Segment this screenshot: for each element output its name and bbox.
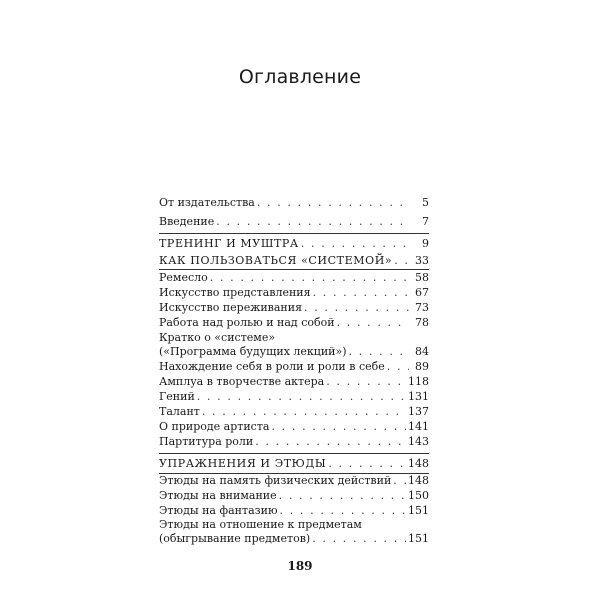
toc-entry-title: Работа над ролью и над собой — [159, 316, 335, 329]
toc-entry — [159, 420, 429, 434]
toc-entry-page: 89 — [415, 360, 429, 373]
section-divider — [159, 453, 429, 454]
dot-leader — [394, 254, 409, 268]
toc-entry — [159, 474, 429, 488]
section-divider — [159, 269, 429, 270]
toc-entry-title: Введение — [159, 215, 215, 228]
toc-entry-page: 84 — [415, 345, 429, 358]
dot-leader — [301, 237, 409, 251]
toc-entry — [159, 331, 429, 345]
dot-leader — [337, 316, 409, 330]
toc-entry-page: 118 — [408, 375, 429, 388]
dot-leader — [210, 271, 409, 285]
toc-entry-title: УПРАЖНЕНИЯ И ЭТЮДЫ — [159, 457, 327, 470]
dot-leader — [271, 420, 406, 434]
toc-entry — [159, 375, 429, 389]
toc-entry-page: 7 — [422, 215, 429, 228]
toc-entry-title: КАК ПОЛЬЗОВАТЬСЯ «СИСТЕМОЙ» — [159, 254, 393, 267]
toc-entry-page: 137 — [408, 405, 429, 418]
toc-entry-title: От издательства — [159, 196, 255, 209]
toc-entry — [159, 405, 429, 419]
toc-entry-title: Ремесло — [159, 271, 208, 284]
toc-entry-page: 151 — [408, 532, 429, 545]
toc-entry-page: 5 — [422, 196, 429, 209]
dot-leader — [387, 360, 409, 374]
dot-leader — [280, 504, 406, 518]
dot-leader — [349, 345, 409, 359]
toc-entry-page: 78 — [415, 316, 429, 329]
toc-entry-title: Искусство переживания — [159, 301, 303, 314]
toc-section-entry — [159, 457, 429, 471]
toc-entry — [159, 301, 429, 315]
toc-entry-page: 9 — [422, 237, 429, 250]
toc-entry — [159, 215, 429, 229]
toc-entry-title: Этюды на отношение к предметам — [159, 518, 362, 531]
toc-entry-title: Этюды на внимание — [159, 489, 277, 502]
toc-entry — [159, 196, 429, 210]
toc-entry-page: 148 — [408, 457, 429, 470]
toc-entry — [159, 345, 429, 359]
toc-entry-page: 141 — [408, 420, 429, 433]
toc-entry-title: Нахождение себя в роли и роли в себе — [159, 360, 385, 373]
toc-entry-page: 67 — [415, 286, 429, 299]
toc-entry-title: Партитура роли — [159, 435, 254, 448]
dot-leader — [202, 405, 406, 419]
toc-entry-page: 148 — [408, 474, 429, 487]
toc-entry-title: («Программа будущих лекций») — [159, 345, 347, 358]
page-number: 189 — [287, 559, 313, 573]
toc-entry — [159, 286, 429, 300]
dot-leader — [393, 474, 406, 488]
page-title: Оглавление — [238, 66, 362, 88]
toc-entry — [159, 532, 429, 546]
toc-entry-title: Этюды на память физических действий — [159, 474, 392, 487]
toc-entry — [159, 360, 429, 374]
toc-entry-title: (обыгрывание предметов) — [159, 532, 311, 545]
section-divider — [159, 233, 429, 234]
toc-section-entry — [159, 254, 429, 268]
toc-entry-page: 131 — [408, 390, 429, 403]
dot-leader — [216, 215, 409, 229]
toc-entry — [159, 518, 429, 532]
toc-entry-title: ТРЕНИНГ И МУШТРА — [159, 237, 299, 250]
toc-entry — [159, 504, 429, 518]
toc-entry-title: Талант — [159, 405, 200, 418]
dot-leader — [255, 435, 406, 449]
toc-entry-page: 33 — [415, 254, 429, 267]
dot-leader — [279, 489, 406, 503]
toc-entry — [159, 271, 429, 285]
toc-entry-title: Искусство представления — [159, 286, 311, 299]
toc-entry-page: 73 — [415, 301, 429, 314]
toc-entry-title: Кратко о «системе» — [159, 331, 276, 344]
toc-entry — [159, 316, 429, 330]
toc-entry-title: Амплуа в творчестве актера — [159, 375, 325, 388]
dot-leader — [257, 196, 409, 210]
toc-entry-page: 151 — [408, 504, 429, 517]
toc-entry-title: Гений — [159, 390, 195, 403]
dot-leader — [304, 301, 409, 315]
dot-leader — [326, 375, 406, 389]
toc-entry — [159, 489, 429, 503]
dot-leader — [197, 390, 406, 404]
toc-section-entry — [159, 237, 429, 251]
toc-entry — [159, 435, 429, 449]
toc-entry-page: 150 — [408, 489, 429, 502]
toc-entry-page: 58 — [415, 271, 429, 284]
toc-entry-title: Этюды на фантазию — [159, 504, 278, 517]
dot-leader — [328, 457, 406, 471]
toc-entry — [159, 390, 429, 404]
dot-leader — [312, 532, 406, 546]
dot-leader — [313, 286, 409, 300]
toc-entry-title: О природе артиста — [159, 420, 270, 433]
toc-entry-page: 143 — [408, 435, 429, 448]
